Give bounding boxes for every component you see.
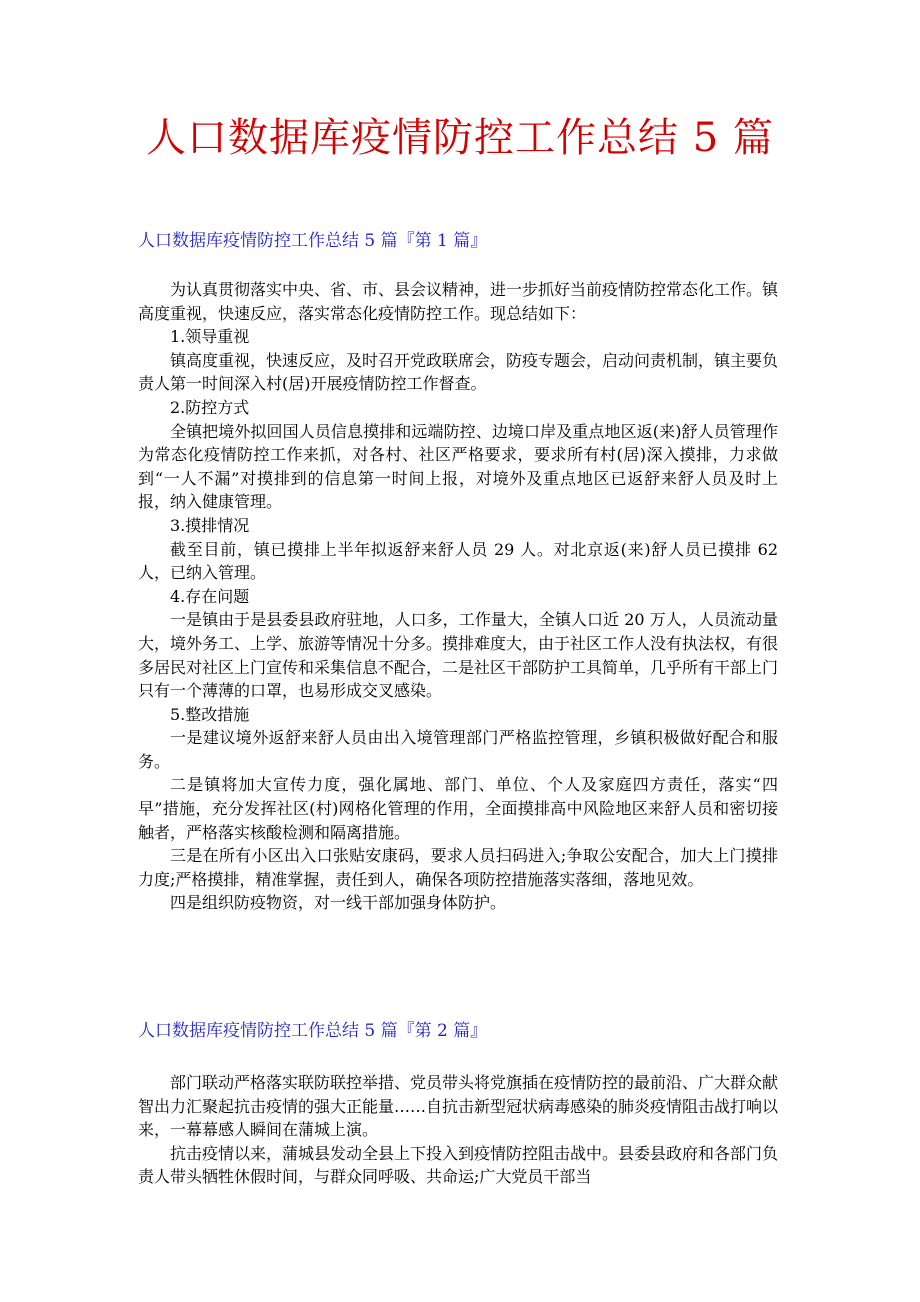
paragraph: 一是镇由于是县委县政府驻地，人口多，工作量大，全镇人口近 20 万人，人员流动量大，境外务工、上学、旅游等情况十分多。摸排难度大，由于社区工作人没有执法权，有很多居民对社区上门宣传和采集信息不配合，二是社区干部防护工具简单，几乎所有干部上门只有一个薄薄的口罩，也易形成交叉感染。 — [138, 610, 779, 701]
paragraph: 镇高度重视，快速反应，及时召开党政联席会，防疫专题会，启动问责机制，镇主要负责人第一时间深入村(居)开展疫情防控工作督查。 — [138, 350, 779, 394]
paragraph: 一是建议境外返舒来舒人员由出入境管理部门严格监控管理，乡镇积极做好配合和服务。 — [138, 728, 778, 771]
section-heading: 人口数据库疫情防控工作总结 5 篇『第 2 篇』 — [138, 1021, 488, 1041]
paragraph: 为认真贯彻落实中央、省、市、县会议精神，进一步抓好当前疫情防控常态化工作。镇高度重视，快速反应，落实常态化疫情防控工作。现总结如下： — [138, 280, 779, 323]
section-body — [138, 1071, 778, 1189]
subheading: 1.领导重视 — [170, 327, 250, 347]
section-heading: 人口数据库疫情防控工作总结 5 篇『第 1 篇』 — [138, 231, 488, 251]
paragraph: 四是组织防疫物资，对一线干部加强身体防护。 — [170, 893, 507, 913]
paragraph: 全镇把境外拟回国人员信息摸排和远端防控、边境口岸及重点地区返(来)舒人员管理作为常态化疫情防控工作来抓，对各村、社区严格要求，要求所有村(居)深入摸排，力求做到“一人不漏”对摸排到的信息第一时间上报，对境外及重点地区已返舒来舒人员及时上报，纳入健康管理。 — [138, 421, 778, 512]
section-1 — [138, 229, 778, 915]
paragraph: 二是镇将加大宣传力度，强化属地、部门、单位、个人及家庭四方责任，落实“四早”措施，充分发挥社区(村)网格化管理的作用，全面摸排高中风险地区来舒人员和密切接触者，严格落实核酸检测和隔离措施。 — [138, 775, 778, 842]
subheading: 4.存在问题 — [170, 586, 250, 606]
paragraph: 抗击疫情以来，蒲城县发动全县上下投入到疫情防控阻击战中。县委县政府和各部门负责人带头牺牲休假时间，与群众同呼吸、共命运;广大党员干部当 — [138, 1143, 779, 1187]
subheading: 5.整改措施 — [170, 704, 250, 724]
subheading: 3.摸排情况 — [170, 515, 250, 535]
section-2 — [138, 1019, 778, 1189]
paragraph: 部门联动严格落实联防联控举措、党员带头将党旗插在疫情防控的最前沿、广大群众献智出力汇聚起抗击疫情的强大正能量……自抗击新型冠状病毒感染的肺炎疫情阻击战打响以来，一幕幕感人瞬间在蒲城上演。 — [138, 1073, 779, 1140]
paragraph: 三是在所有小区出入口张贴安康码，要求人员扫码进入;争取公安配合，加大上门摸排力度;严格摸排，精准掌握，责任到人，确保各项防控措施落实落细，落地见效。 — [138, 846, 778, 889]
document-title: 人口数据库疫情防控工作总结 5 篇 — [146, 115, 774, 161]
subheading: 2.防控方式 — [170, 397, 250, 417]
section-body — [138, 278, 778, 915]
paragraph: 截至目前，镇已摸排上半年拟返舒来舒人员 29 人。对北京返(来)舒人员已摸排 62 人，已纳入管理。 — [138, 539, 778, 583]
